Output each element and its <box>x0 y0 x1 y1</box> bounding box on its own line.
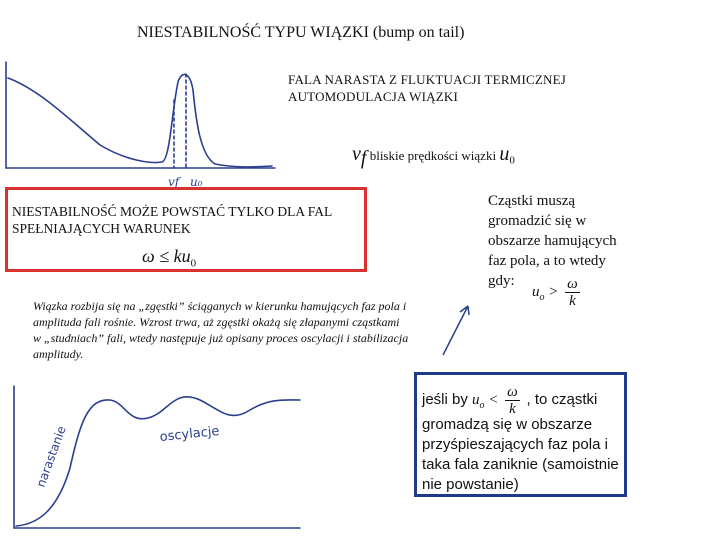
page-title: NIESTABILNOŚĆ TYPU WIĄZKI (bump on tail) <box>137 24 465 41</box>
condition-formula-main: ω ≤ ku <box>142 246 191 266</box>
gather-op: > <box>548 283 559 300</box>
growth-curve <box>16 397 300 526</box>
accel-box <box>414 372 627 497</box>
vf-note <box>352 143 515 170</box>
accel-op: < <box>488 391 499 408</box>
arrow-connector <box>438 300 478 360</box>
distribution-sketch <box>0 60 290 200</box>
subtitle-line-2: AUTOMODULACJA WIĄZKI <box>288 89 458 104</box>
condition-formula-sub: 0 <box>190 257 197 270</box>
accel-prefix: jeśli by <box>422 390 468 408</box>
gather-fraction <box>565 276 580 309</box>
u-symbol: u <box>499 143 510 165</box>
vf-label: vf <box>168 175 180 189</box>
accel-num: ω <box>507 384 518 400</box>
gather-lhs: u <box>532 283 540 300</box>
accel-formula <box>472 384 526 417</box>
condition-formula <box>142 246 196 270</box>
subtitle-line-1: FALA NARASTA Z FLUKTUACJI TERMICZNEJ <box>288 72 566 87</box>
description: Wiązka rozbija się na „zgęstki” ściąganych w kierunku hamujących faz pola i amplituda fali rośnie. Wzrost trwa, aż zgęstki okażą się złapanymi cząstkami w „studniach” fali, wtedy następuje już opisany proces oscylacji i stabilizacja amplitudy. <box>33 299 409 361</box>
accel-rest: gromadzą się w obszarze przyśpieszających faz pola i taka fala zaniknie (samoistnie nie powstanie) <box>422 416 619 493</box>
gather-den: k <box>569 293 576 309</box>
accel-lhs-sub: o <box>479 399 485 411</box>
condition-box <box>5 187 367 272</box>
oscillations-label: oscylacje <box>159 423 221 446</box>
vf-symbol: v <box>352 143 361 165</box>
growth-sketch <box>0 378 400 540</box>
gather-line-1: Cząstki muszą <box>488 193 576 209</box>
gather-formula <box>532 276 583 309</box>
u0-label: u₀ <box>190 175 203 189</box>
accel-den: k <box>509 401 516 417</box>
vf-note-text: bliskie prędkości wiązki <box>369 148 497 163</box>
gather-lhs-sub: o <box>539 291 545 303</box>
gather-num: ω <box>567 276 578 292</box>
accel-suffix: , to cząstki <box>526 390 598 408</box>
gather-line-2: gromadzić się w <box>488 213 587 229</box>
distribution-curve <box>8 74 272 166</box>
gather-line-3: obszarze hamujących <box>488 233 617 249</box>
accel-fraction <box>505 384 520 417</box>
u-subscript: 0 <box>509 154 515 167</box>
growth-label: narastanie <box>33 424 69 490</box>
condition-text: NIESTABILNOŚĆ MOŻE POWSTAĆ TYLKO DLA FAL SPEŁNIAJĄCYCH WARUNEK <box>12 204 332 236</box>
gather-line-4: faz pola, a to wtedy <box>488 253 606 269</box>
vf-subscript: f <box>360 146 367 169</box>
accel-lhs: u <box>472 391 480 408</box>
gather-line-5: gdy: <box>488 273 515 289</box>
subtitle <box>288 71 566 105</box>
